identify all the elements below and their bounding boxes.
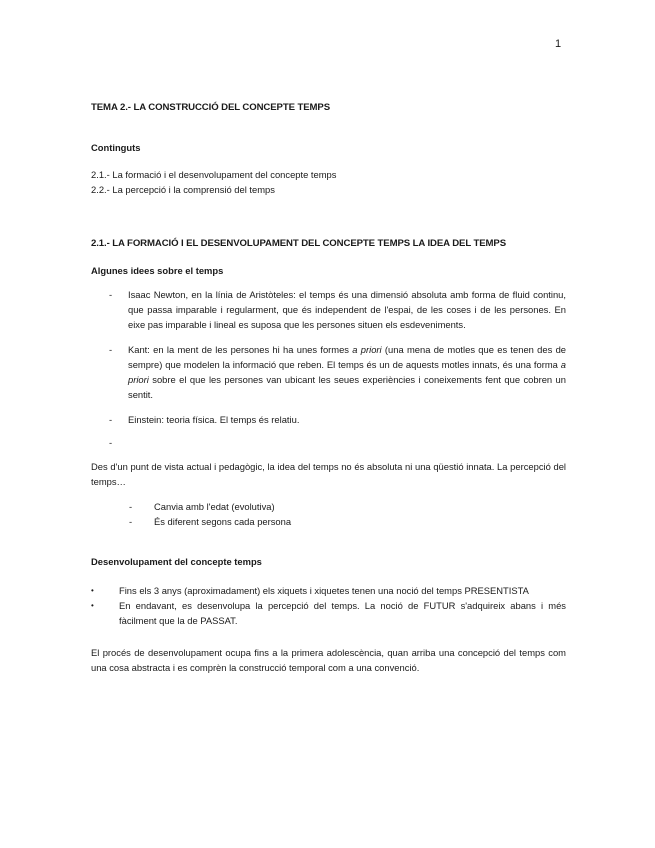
list-item xyxy=(91,583,566,598)
toc-item: 2.1.- La formació i el desenvolupament del concepte temps xyxy=(91,169,337,180)
dash-marker: - xyxy=(109,289,113,300)
development-list xyxy=(91,583,566,628)
list-item-einstein xyxy=(91,412,566,427)
idea-text: (una mena de motles que es tenen des de sempre) que modelen la informació que reben. El temps és un de aquests motles innats, és una forma xyxy=(128,344,566,370)
development-text: En endavant, es desenvolupa la percepció del temps. La noció de FUTUR s'adquireix abans i més fàcilment que la de PASSAT. xyxy=(119,600,566,626)
list-item xyxy=(91,499,566,514)
idea-text: Kant: en la ment de les persones hi ha unes formes xyxy=(128,344,353,355)
dash-marker: - xyxy=(109,414,113,425)
bullet-marker: • xyxy=(91,586,94,595)
development-heading: Desenvolupament del concepte temps xyxy=(91,556,262,567)
section-heading: 2.1.- LA FORMACIÓ I EL DESENVOLUPAMENT DEL CONCEPTE TEMPS LA IDEA DEL TEMPS xyxy=(91,238,507,249)
ideas-subheading: Algunes idees sobre el temps xyxy=(91,265,224,276)
dash-marker: - xyxy=(109,344,113,355)
perception-list xyxy=(91,499,566,529)
idea-text: sobre el que les persones van ubicant les seues experiències i coneixements fent que cobren un sentit. xyxy=(128,374,566,400)
list-item xyxy=(91,514,566,529)
contents-heading: Continguts xyxy=(91,142,141,153)
perception-text: És diferent segons cada persona xyxy=(154,516,292,527)
perspective-paragraph: Des d'un punt de vista actual i pedagògic, la idea del temps no és absoluta ni una qüestió innata. La percepció del temps… xyxy=(91,461,566,487)
document-title: TEMA 2.- LA CONSTRUCCIÓ DEL CONCEPTE TEMPS xyxy=(91,102,331,113)
perception-text: Canvia amb l'edat (evolutiva) xyxy=(154,501,275,512)
idea-italic: a priori xyxy=(352,344,382,355)
page-number: 1 xyxy=(555,38,562,50)
dash-marker: - xyxy=(109,437,113,448)
dash-marker: - xyxy=(129,516,133,527)
conclusion-paragraph: El procés de desenvolupament ocupa fins a la primera adolescència, quan arriba una concepció del temps com una cosa abstracta i es comprèn la construcció temporal com a una convenció. xyxy=(91,647,566,673)
table-of-contents xyxy=(91,167,566,197)
list-item xyxy=(91,598,566,628)
toc-item: 2.2.- La percepció i la comprensió del temps xyxy=(91,184,275,195)
list-item-newton xyxy=(91,287,566,332)
list-item-empty xyxy=(91,435,566,450)
idea-italic: a priori xyxy=(128,359,566,385)
document-body xyxy=(91,100,566,675)
dash-marker: - xyxy=(129,501,133,512)
development-text: Fins els 3 anys (aproximadament) els xiquets i xiquetes tenen una noció del temps PRESENTISTA xyxy=(119,585,529,596)
list-item-kant xyxy=(91,342,566,402)
ideas-list xyxy=(91,287,566,450)
idea-text: Einstein: teoria física. El temps és relatiu. xyxy=(128,414,300,425)
bullet-marker: • xyxy=(91,601,94,610)
idea-text: Isaac Newton, en la línia de Aristòteles: el temps és una dimensió absoluta amb forma de fluid continu, que passa imparable i regularment, que és independent de l'espai, de les coses i de les persones. En eixe pas imparable i lineal es suposa que les persones situen els esdeveniments. xyxy=(128,289,566,330)
